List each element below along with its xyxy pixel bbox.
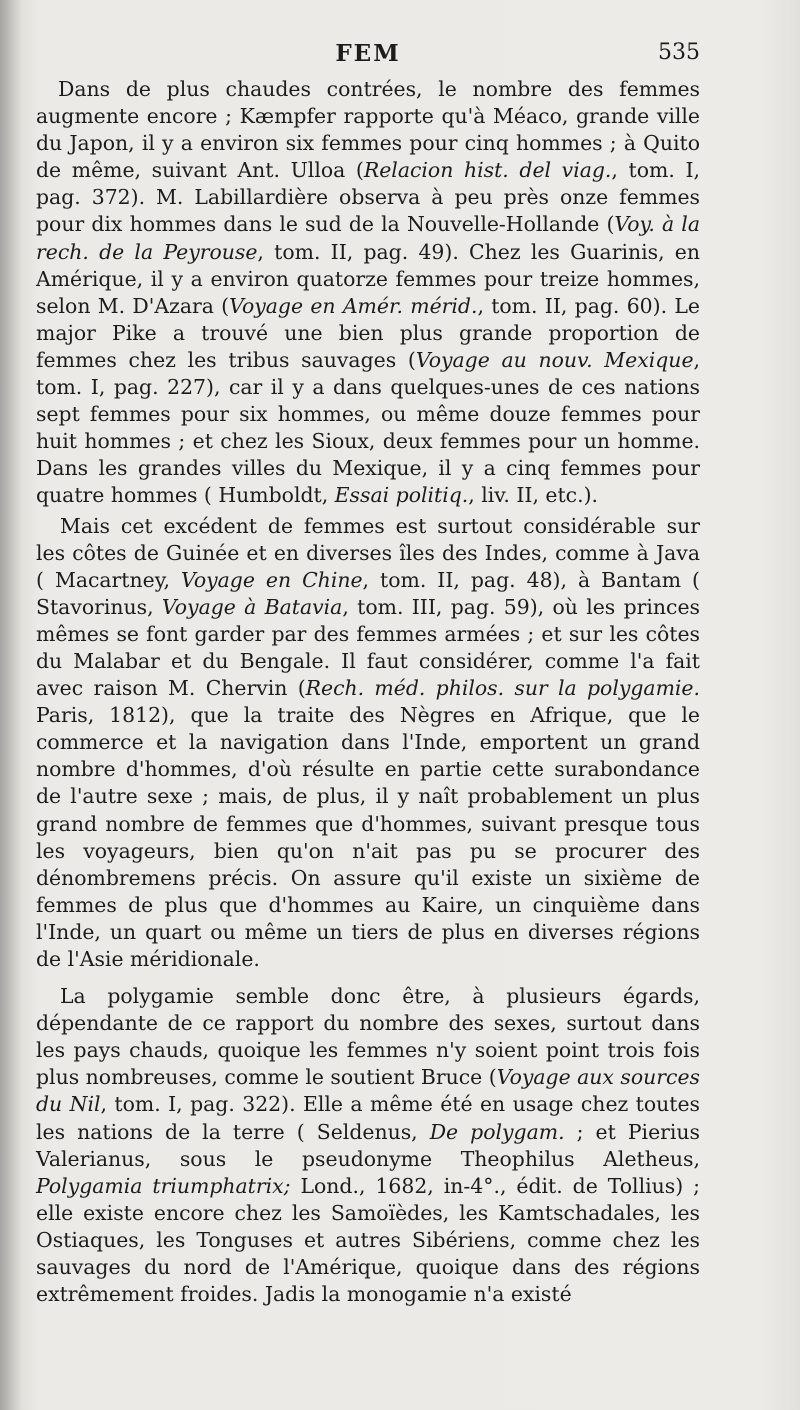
citation-italic: Rech. méd. philos. sur la polygamie.: [305, 676, 700, 701]
text-segment: , tom. I, pag. 227), car il y a dans quelques-unes de ces nations sept femmes pour six hommes, ou même douze femmes pour huit hommes ; et chez les Sioux, deux femmes pour un homme. Dans les grandes villes du Mexique, il y a cinq femmes pour quatre hommes ( Humboldt,: [36, 347, 700, 508]
text-segment: Dans de plus chaudes contrées, le nombre des femmes augmente encore ; Kæmpfer rapporte qu'à Méaco, grande ville du Japon, il y a environ six femmes pour cinq hommes ; à Quito de même, suivant Ant. Ulloa (: [36, 77, 700, 183]
citation-italic: Relacion hist. del viag.: [363, 158, 612, 183]
citation-italic: De polygam.: [429, 1119, 565, 1144]
text-segment: , tom. I, pag. 322). Elle a même été en usage chez toutes les nations de la terre ( Seldenus,: [36, 1092, 700, 1144]
citation-italic: Voyage au nouv. Mexique: [415, 347, 694, 372]
text-segment: , tom. III, pag. 59), où les princes mêmes se font garder par des femmes armées ; et sur les côtes du Malabar et du Bengale. Il faut considérer, comme l'a fait avec raison M. Chervin (: [36, 594, 700, 701]
paragraph-3: [36, 983, 700, 1308]
page-header: [36, 40, 700, 76]
citation-italic: Polygamia triumphatrix;: [36, 1173, 291, 1198]
text-segment: , tom. I, pag. 372). M. Labillardière observa à peu près onze femmes pour dix hommes dans le sud de la Nouvelle-Hollande (: [36, 158, 700, 237]
text-segment: Mais cet excédent de femmes est surtout considérable sur les côtes de Guinée et en diverses îles des Indes, comme à Java ( Macartney,: [36, 513, 700, 592]
binding-gutter-shadow: [0, 0, 22, 1410]
page-number: 535: [658, 40, 700, 65]
text-segment: , liv. II, etc.).: [468, 483, 599, 508]
citation-italic: Voyage en Chine: [180, 567, 363, 592]
citation-italic: Voyage à Batavia: [161, 594, 343, 619]
text-segment: , tom. II, pag. 48), à Bantam ( Stavorinus,: [36, 567, 701, 619]
citation-italic: Voyage en Amér. mérid.: [229, 293, 478, 318]
text-segment: La polygamie semble donc être, à plusieurs égards, dépendante de ce rapport du nombre des sexes, surtout dans les pays chauds, quoique les femmes n'y soient point trois fois plus nombreuses, comme le soutient Bruce (: [36, 984, 700, 1090]
paragraph-2: [36, 513, 700, 974]
citation-italic: Essai politiq.: [334, 483, 469, 508]
text-segment: Paris, 1812), que la traite des Nègres en Afrique, que le commerce et la navigation dans l'Inde, emportent un grand nombre d'hommes, d'où résulte en partie cette surabondance de l'autre sexe ; mais, de plus, il y naît probablement un plus grand nombre de femmes que d'hommes, suivant presque tous les voyageurs, bien qu'on n'ait pas pu se procurer des dénombremens précis. On assure qu'il existe un sixième de femmes de plus que d'hommes au Kaire, un cinquième dans l'Inde, un quart ou même un tiers de plus en diverses régions de l'Asie méridionale.: [36, 703, 700, 971]
text-segment: , tom. II, pag. 60). Le major Pike a trouvé une bien plus grande proportion de femmes chez les tribus sauvages (: [36, 293, 700, 372]
citation-italic: Voy. à la rech. de la Peyrouse: [36, 212, 700, 264]
body-text: [36, 76, 700, 1308]
citation-italic: Voyage aux sources du Nil: [36, 1065, 701, 1117]
text-segment: ; et Pierius Valerianus, sous le pseudonyme Theophilus Aletheus,: [36, 1119, 700, 1171]
running-head: FEM: [335, 40, 401, 67]
text-segment: , tom. II, pag. 49). Chez les Guarinis, en Amérique, il y a environ quatorze femmes pour treize hommes, selon M. D'Azara (: [36, 239, 700, 318]
paragraph-1: [36, 76, 700, 510]
text-segment: Lond., 1682, in-4°., édit. de Tollius) ; elle existe encore chez les Samoïèdes, les Kamtschadales, les Ostiaques, les Tonguses et autres Sibériens, comme chez les sauvages du nord de l'Amérique, quoique dans des régions extrêmement froides. Jadis la monogamie n'a existé: [36, 1173, 700, 1307]
